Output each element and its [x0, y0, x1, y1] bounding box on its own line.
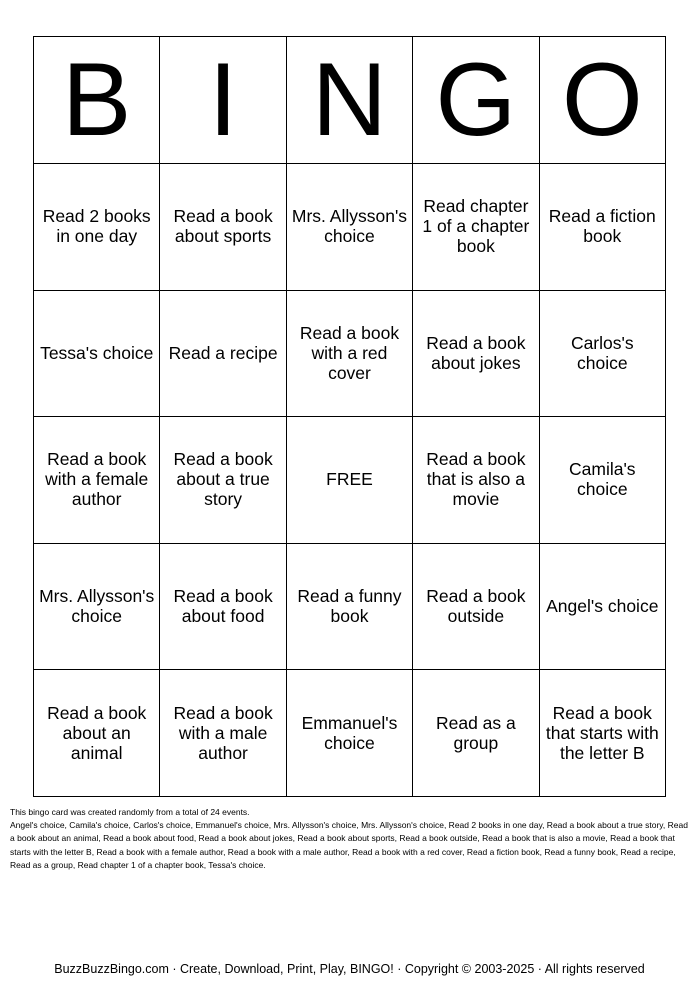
bingo-cell	[34, 670, 160, 797]
header-letter-b	[34, 37, 160, 164]
cell-text: Mrs. Allysson's choice	[39, 586, 155, 627]
bingo-row	[34, 543, 666, 670]
cell-text: Read a fiction book	[548, 206, 656, 247]
bingo-cell	[413, 290, 539, 417]
cell-text: Read a book about an animal	[47, 702, 147, 763]
header-letter: N	[311, 42, 388, 158]
bingo-cell	[286, 290, 412, 417]
cell-text: Emmanuel's choice	[301, 712, 398, 753]
info-event-list: Angel's choice, Camila's choice, Carlos's choice, Emmanuel's choice, Mrs. Allysson's choice, Mrs. Allysson's choice, Read 2 books in one day, Read a book about a true story, Read a book about an animal, Read a book about food, Read a book about jokes, Read a book about sports, Read a book outside, Read a book that is also a movie, Read a book that starts with the letter B, Read a book with a female author, Read a book with a male author, Read a book with a red cover, Read a fiction book, Read a funny book, Read a recipe, Read as a group, Read chapter 1 of a chapter book, Tessa's choice.	[10, 820, 688, 870]
bingo-row	[34, 164, 666, 291]
bingo-cell	[539, 670, 665, 797]
bingo-cell	[160, 417, 286, 544]
bingo-card	[33, 36, 666, 797]
bingo-cell	[539, 290, 665, 417]
bingo-row	[34, 417, 666, 544]
header-letter: O	[561, 42, 643, 158]
footer-copyright: BuzzBuzzBingo.com · Create, Download, Print, Play, BINGO! · Copyright © 2003-2025 · All rights reserved	[54, 962, 645, 976]
bingo-cell	[34, 164, 160, 291]
cell-text: Read a book about a true story	[173, 449, 273, 510]
cell-text: Read a recipe	[168, 342, 278, 363]
header-letter: B	[62, 42, 132, 158]
header-letter-n	[286, 37, 412, 164]
bingo-cell	[413, 670, 539, 797]
header-letter-i	[160, 37, 286, 164]
bingo-cell	[34, 543, 160, 670]
free-space-cell	[286, 417, 412, 544]
free-space-text: FREE	[326, 469, 373, 490]
cell-text: Read a book with a red cover	[299, 322, 400, 383]
bingo-cell	[286, 543, 412, 670]
bingo-row	[34, 670, 666, 797]
cell-text: Read as a group	[435, 712, 516, 753]
bingo-cell	[539, 543, 665, 670]
bingo-cell	[413, 164, 539, 291]
cell-text: Read a book with a female author	[45, 449, 149, 510]
cell-text: Mrs. Allysson's choice	[291, 206, 408, 247]
header-letter: I	[208, 42, 238, 158]
card-info	[10, 806, 692, 872]
cell-text: Read a book about jokes	[426, 332, 526, 373]
bingo-cell	[413, 417, 539, 544]
bingo-cell	[34, 417, 160, 544]
info-summary: This bingo card was created randomly from a total of 24 events.	[10, 807, 250, 817]
cell-text: Angel's choice	[546, 596, 659, 617]
bingo-cell	[160, 543, 286, 670]
cell-text: Read chapter 1 of a chapter book	[422, 196, 530, 257]
cell-text: Carlos's choice	[570, 332, 634, 373]
cell-text: Read a book that starts with the letter B	[545, 702, 659, 763]
bingo-cell	[413, 543, 539, 670]
cell-text: Read a book outside	[426, 586, 526, 627]
bingo-cell	[539, 164, 665, 291]
bingo-cell	[34, 290, 160, 417]
bingo-cell	[160, 670, 286, 797]
bingo-cell	[160, 290, 286, 417]
cell-text: Read a book about food	[173, 586, 273, 627]
bingo-cell	[539, 417, 665, 544]
bingo-cell	[160, 164, 286, 291]
bingo-cell	[286, 670, 412, 797]
cell-text: Read a book about sports	[173, 206, 273, 247]
header-letter-o	[539, 37, 665, 164]
header-letter-g	[413, 37, 539, 164]
bingo-cell	[286, 164, 412, 291]
cell-text: Read 2 books in one day	[42, 206, 151, 247]
header-letter: G	[435, 42, 517, 158]
bingo-row	[34, 290, 666, 417]
cell-text: Camila's choice	[569, 459, 636, 500]
cell-text: Read a book that is also a movie	[426, 449, 526, 510]
cell-text: Read a book with a male author	[173, 702, 273, 763]
cell-text: Read a funny book	[297, 586, 402, 627]
cell-text: Tessa's choice	[40, 342, 154, 363]
bingo-header-row	[34, 37, 666, 164]
